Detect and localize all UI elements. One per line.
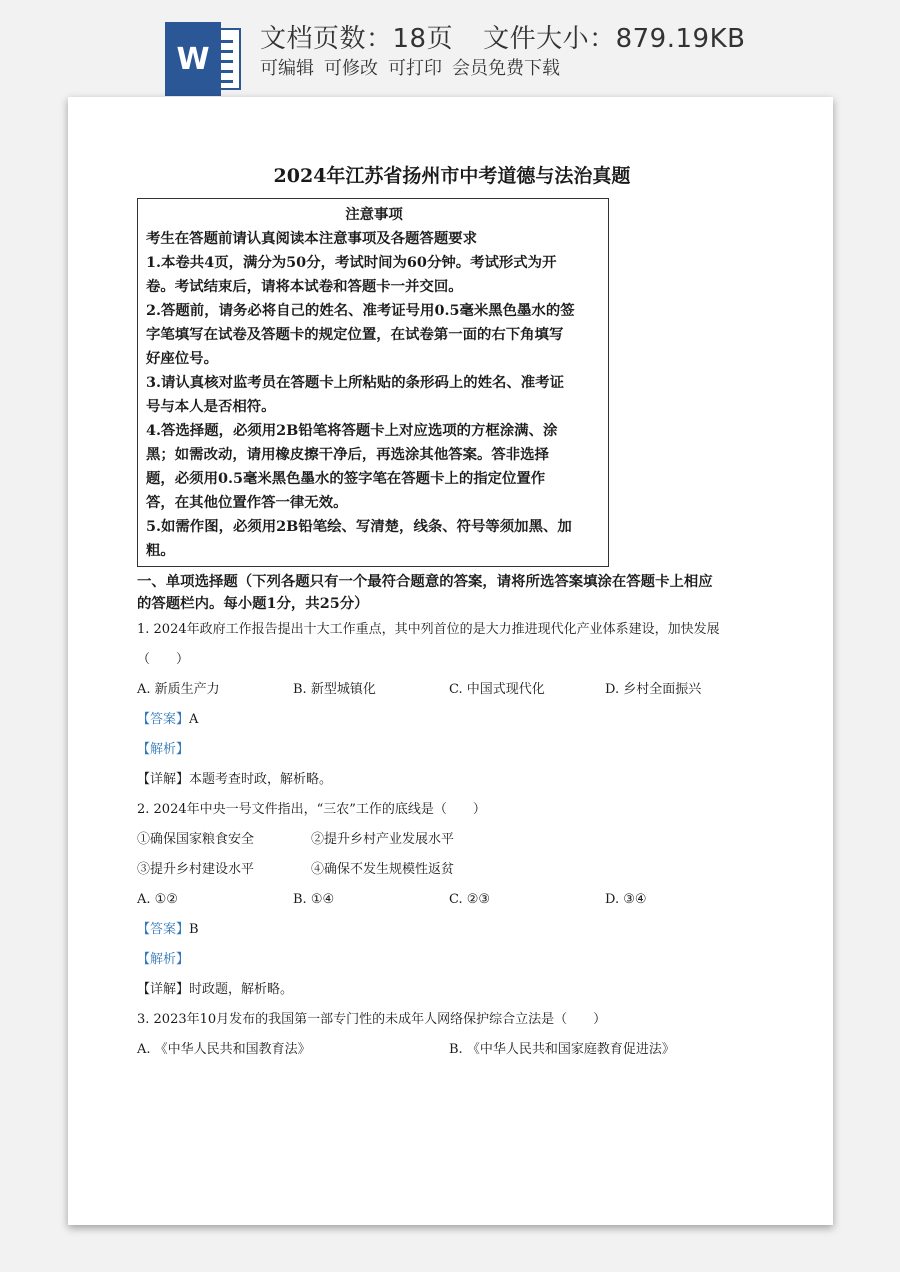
question-1-paren: （ ）: [137, 652, 190, 667]
notice-line: 粗。: [146, 542, 175, 559]
question-2-items-row-1: [137, 825, 467, 855]
detail-tag: 【详解】: [137, 772, 190, 787]
answer-value: A: [189, 712, 199, 727]
word-letter: W: [165, 22, 221, 96]
option-d: D. 乡村全面振兴: [605, 682, 702, 697]
notice-line: 好座位号。: [146, 350, 218, 367]
feature-item: 可打印: [388, 58, 442, 79]
notice-line: 1.本卷共4页，满分为50分，考试时间为60分钟。考试形式为开: [146, 254, 557, 271]
word-document-icon: [165, 22, 243, 96]
statement-item: ③提升乡村建设水平: [137, 862, 255, 877]
option-d: D. ③④: [605, 892, 647, 907]
statement-item: ①确保国家粮食安全: [137, 832, 255, 847]
answer-value: B: [189, 922, 199, 937]
option-b: B. 新型城镇化: [293, 682, 376, 697]
notice-line: 考生在答题前请认真阅读本注意事项及各题答题要求: [146, 230, 477, 247]
section-heading: [137, 571, 767, 615]
feature-item: 会员免费下载: [452, 58, 560, 79]
notice-heading: 注意事项: [345, 206, 403, 223]
question-2-analysis-tag: 【解析】: [137, 952, 190, 967]
option-a: A. 新质生产力: [137, 682, 220, 697]
notice-line: 字笔填写在试卷及答题卡的规定位置，在试卷第一面的右下角填写: [146, 326, 564, 343]
option-a: A. ①②: [137, 892, 178, 907]
question-1-detail: [137, 765, 767, 795]
notice-line: 黑；如需改动，请用橡皮擦干净后，再选涂其他答案。答非选择: [146, 446, 549, 463]
question-1-answer: [137, 705, 767, 735]
question-3-options: [137, 1035, 767, 1065]
notice-line: 题，必须用0.5毫米黑色墨水的签字笔在答题卡上的指定位置作: [146, 470, 546, 487]
question-2-items-row-2: [137, 855, 467, 885]
option-c: C. ②③: [449, 892, 491, 907]
option-b: B. 《中华人民共和国家庭教育促进法》: [449, 1042, 675, 1057]
detail-text: 本题考查时政，解析略。: [189, 772, 333, 787]
section-line: 的答题栏内。每小题1分，共25分）: [137, 595, 369, 612]
notice-line: 3.请认真核对监考员在答题卡上所粘贴的条形码上的姓名、准考证: [146, 374, 564, 391]
answer-tag: 【答案】: [137, 922, 190, 937]
question-1-stem: 1. 2024年政府工作报告提出十大工作重点，其中列首位的是大力推进现代化产业体系建设，加快发展: [137, 622, 720, 637]
notice-box: [137, 198, 609, 567]
question-2-answer: [137, 915, 767, 945]
question-2-detail: [137, 975, 767, 1005]
document-page: [68, 97, 833, 1225]
page-content: [137, 161, 767, 1065]
option-a: A. 《中华人民共和国教育法》: [137, 1042, 311, 1057]
document-info-banner: [0, 0, 900, 100]
question-1-options: [137, 675, 767, 705]
feature-item: 可修改: [324, 58, 378, 79]
notice-line: 答，在其他位置作答一律无效。: [146, 494, 348, 511]
question-2-stem: 2. 2024年中央一号文件指出，“三农”工作的底线是（ ）: [137, 802, 486, 817]
detail-text: 时政题，解析略。: [189, 982, 294, 997]
option-c: C. 中国式现代化: [449, 682, 545, 697]
page-count: 文档页数：18页: [260, 24, 454, 54]
statement-item: ②提升乡村产业发展水平: [311, 832, 455, 847]
answer-tag: 【答案】: [137, 712, 190, 727]
feature-list: [260, 54, 560, 80]
question-3-stem: 3. 2023年10月发布的我国第一部专门性的未成年人网络保护综合立法是（ ）: [137, 1012, 607, 1027]
notice-line: 2.答题前，请务必将自己的姓名、准考证号用0.5毫米黑色墨水的签: [146, 302, 575, 319]
file-size: 文件大小：879.19KB: [483, 24, 746, 54]
notice-line: 4.答选择题，必须用2B铅笔将答题卡上对应选项的方框涂满、涂: [146, 422, 558, 439]
question-2-options: [137, 885, 767, 915]
statement-item: ④确保不发生规模性返贫: [311, 862, 455, 877]
question-1-analysis-tag: 【解析】: [137, 742, 190, 757]
notice-line: 号与本人是否相符。: [146, 398, 276, 415]
detail-tag: 【详解】: [137, 982, 190, 997]
page-title: 2024年江苏省扬州市中考道德与法治真题: [273, 165, 631, 187]
notice-line: 卷。考试结束后，请将本试卷和答题卡一并交回。: [146, 278, 463, 295]
section-line: 一、单项选择题（下列各题只有一个最符合题意的答案，请将所选答案填涂在答题卡上相应: [137, 573, 713, 590]
notice-line: 5.如需作图，必须用2B铅笔绘、写清楚，线条、符号等须加黑、加: [146, 518, 572, 535]
option-b: B. ①④: [293, 892, 335, 907]
document-stats: [260, 18, 745, 55]
feature-item: 可编辑: [260, 58, 314, 79]
